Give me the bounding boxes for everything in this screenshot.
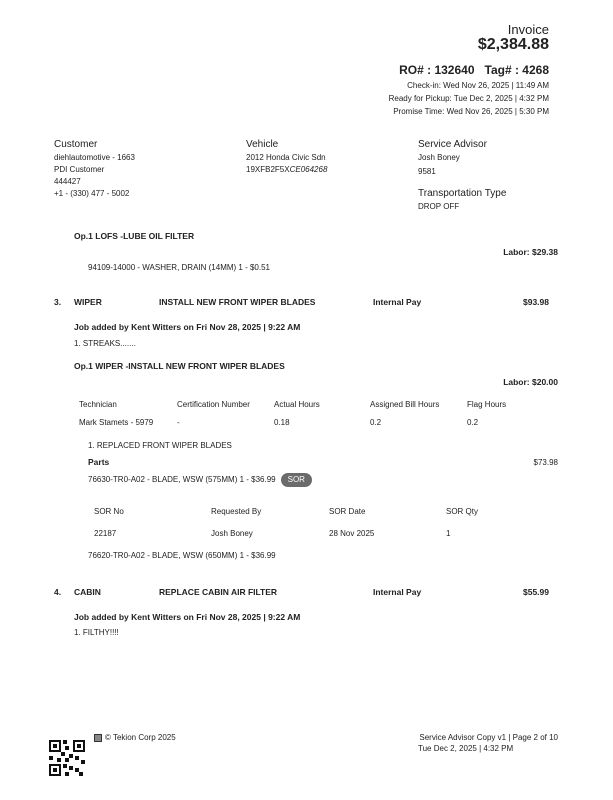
job3-correction: 1. REPLACED FRONT WIPER BLADES (88, 441, 232, 450)
vin-suffix: CE064268 (289, 165, 328, 174)
job3-added-by: Job added by Kent Witters on Fri Nov 28, 2025 | 9:22 AM (74, 322, 301, 332)
footer-copyright (94, 732, 176, 744)
transportation-type-value: DROP OFF (418, 202, 460, 211)
part1-line (88, 473, 312, 487)
job3-amount: $93.98 (523, 297, 549, 307)
check-in-time: Check-in: Wed Nov 26, 2025 | 11:49 AM (407, 81, 549, 90)
customer-name: diehlautomotive - 1663 (54, 153, 135, 162)
tekion-logo-icon (94, 734, 102, 742)
sor-header-requested-by: Requested By (211, 507, 262, 516)
tech-header-assigned-hours: Assigned Bill Hours (370, 400, 440, 409)
vehicle-vin (246, 164, 327, 176)
copyright-text: © Tekion Corp 2025 (105, 733, 176, 742)
tech-header-flag-hours: Flag Hours (467, 400, 507, 409)
job4-code: CABIN (74, 587, 101, 597)
tech-header-actual-hours: Actual Hours (274, 400, 320, 409)
job3-labor: Labor: $20.00 (503, 377, 558, 387)
job4-added-by: Job added by Kent Witters on Fri Nov 28, 2025 | 9:22 AM (74, 612, 301, 622)
transportation-type-label: Transportation Type (418, 188, 507, 199)
tech-header-technician: Technician (79, 400, 117, 409)
customer-zip: 444427 (54, 177, 81, 186)
qr-code-icon (49, 740, 85, 776)
vin-prefix: 19XFB2F5X (246, 165, 290, 174)
part2-line: 76620-TR0-A02 - BLADE, WSW (650MM) 1 - $36.99 (88, 551, 276, 560)
customer-type: PDI Customer (54, 165, 105, 174)
prev-op-title-text: Op.1 LOFS -LUBE OIL FILTER (74, 231, 195, 241)
tech-header-certification: Certification Number (177, 400, 250, 409)
ro-tag-line (399, 63, 549, 77)
sor-row-no: 22187 (94, 529, 117, 538)
service-advisor-block (418, 139, 506, 213)
sor-row-requested-by: Josh Boney (211, 529, 253, 538)
tech-row-certification: - (177, 418, 180, 427)
job4-concern: 1. FILTHY!!!! (74, 628, 119, 637)
vehicle-label: Vehicle (246, 139, 279, 150)
customer-phone: +1 - (330) 477 - 5002 (54, 189, 130, 198)
footer-date: Tue Dec 2, 2025 | 4:32 PM (418, 744, 514, 753)
job3-description: INSTALL NEW FRONT WIPER BLADES (159, 297, 316, 307)
ready-for-pickup-time: Ready for Pickup: Tue Dec 2, 2025 | 4:32 PM (388, 94, 549, 103)
footer-copy-info: Service Advisor Copy v1 | Page 2 of 10 (419, 733, 558, 742)
job4-number: 4. (54, 587, 62, 597)
job4-description: REPLACE CABIN AIR FILTER (159, 587, 278, 597)
vehicle-block (246, 139, 327, 176)
sor-header-date: SOR Date (329, 507, 366, 516)
tag-number: Tag# : 4268 (484, 63, 549, 77)
parts-total: $73.98 (533, 458, 558, 467)
promise-time: Promise Time: Wed Nov 26, 2025 | 5:30 PM (393, 107, 549, 116)
job4-pay-type: Internal Pay (373, 587, 422, 597)
doc-type-title: Invoice (507, 22, 549, 37)
service-advisor-name: Josh Boney (418, 153, 460, 162)
service-advisor-label: Service Advisor (418, 139, 487, 150)
prev-labor: Labor: $29.38 (503, 247, 558, 257)
tech-row-assigned-hours: 0.2 (370, 418, 382, 427)
customer-block (54, 139, 135, 200)
tech-row-technician: Mark Stamets - 5979 (79, 418, 154, 427)
prev-part-line: 94109-14000 - WASHER, DRAIN (14MM) 1 - $0.51 (88, 263, 270, 272)
customer-label: Customer (54, 139, 98, 150)
parts-label: Parts (88, 457, 110, 467)
invoice-total: $2,384.88 (477, 36, 549, 53)
job3-concern: 1. STREAKS....... (74, 339, 136, 348)
sor-header-no: SOR No (94, 507, 124, 516)
sor-header-qty: SOR Qty (446, 507, 479, 516)
prev-op-title (74, 231, 194, 241)
job4-amount: $55.99 (523, 587, 549, 597)
job3-number: 3. (54, 297, 62, 307)
vehicle-model: 2012 Honda Civic Sdn (246, 153, 326, 162)
tech-row-flag-hours: 0.2 (467, 418, 479, 427)
sor-row-date: 28 Nov 2025 (329, 529, 375, 538)
sor-badge: SOR (281, 473, 312, 487)
ro-number: RO# : 132640 (399, 63, 475, 77)
tech-row-actual-hours: 0.18 (274, 418, 290, 427)
job3-pay-type: Internal Pay (373, 297, 422, 307)
service-advisor-id: 9581 (418, 167, 436, 176)
part1-text: 76630-TR0-A02 - BLADE, WSW (575MM) 1 - $36.99 (88, 475, 276, 485)
job3-op-title: Op.1 WIPER -INSTALL NEW FRONT WIPER BLADES (74, 361, 285, 371)
sor-row-qty: 1 (446, 529, 451, 538)
job3-code: WIPER (74, 297, 102, 307)
